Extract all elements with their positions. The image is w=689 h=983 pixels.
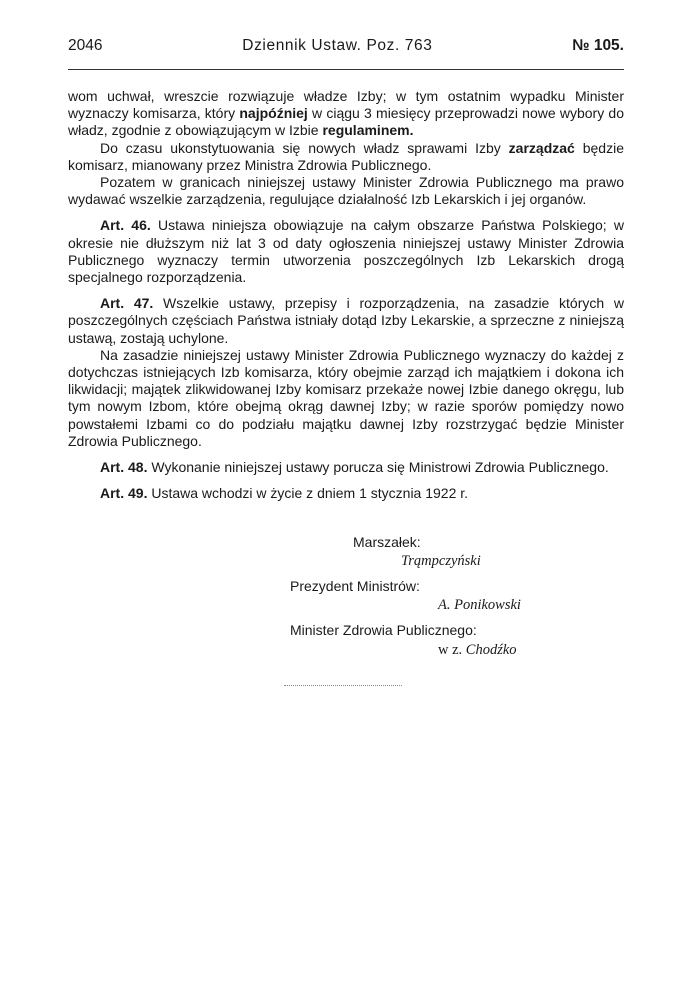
- paragraph-continuation: [68, 88, 624, 140]
- paragraph-commissioner: [68, 140, 624, 174]
- header-rule: [68, 69, 624, 70]
- article-label: Art. 49.: [100, 485, 148, 502]
- article-47: [68, 295, 624, 347]
- text-run: będzie komisarz, mianowany przez Ministra Zdrowia Publicznego.: [68, 139, 624, 173]
- text-run: regulaminem.: [322, 122, 414, 139]
- signature-name-marshal: Trąmpczyński: [401, 553, 481, 569]
- signature-name-health-minister: [438, 641, 517, 659]
- article-text: Wykonanie niniejszej ustawy porucza się Ministrowi Zdrowia Publicznego.: [147, 459, 609, 476]
- signature-role-prime-minister: Prezydent Ministrów:: [290, 578, 420, 594]
- text-run: Do czasu ukonstytuowania się nowych władz sprawami Izby: [100, 139, 509, 156]
- article-text: Wszelkie ustawy, przepisy i rozporządzenia, na zasadzie których w poszczególnych częściach Państwa istniały dotąd Izby Lekarskie, a sprzeczne z niniejszą ustawą, zostają uchylone.: [68, 295, 624, 346]
- article-label: Art. 46.: [100, 217, 151, 234]
- article-49: [68, 485, 624, 502]
- text-run: w ciągu 3 miesięcy przeprowadzi nowe wybory do władz, zgodnie z obowiązującym w Izbie: [68, 105, 624, 139]
- article-label: Art. 48.: [100, 459, 148, 476]
- article-text: Ustawa niniejsza obowiązuje na całym obszarze Państwa Polskiego; w okresie nie dłuższym niż lat 3 od daty ogłoszenia niniejszej ustawy Minister Zdrowia Publicznego wyznaczy termin utworzenia poszczególnych Izb Lekarskich drogą specjalnego rozporządzenia.: [68, 217, 624, 286]
- page-number: 2046: [68, 37, 103, 54]
- signature-name: Chodźko: [465, 642, 517, 658]
- signature-role-marshal: Marszałek:: [353, 534, 421, 550]
- text-run: zarządzać: [508, 139, 575, 156]
- end-separator: [284, 685, 402, 686]
- text-run: najpóźniej: [239, 105, 308, 122]
- article-46: [68, 217, 624, 286]
- journal-title: Dziennik Ustaw. Poz. 763: [242, 37, 433, 54]
- document-body: [68, 88, 624, 502]
- signature-role-health-minister: Minister Zdrowia Publicznego:: [290, 622, 477, 638]
- text-run: wom uchwał, wreszcie rozwiązuje władze Izby; w tym ostatnim wypadku Minister wyznaczy komisarza, który: [68, 88, 624, 122]
- article-label: Art. 47.: [100, 295, 154, 312]
- paragraph-ordinances: Pozatem w granicach niniejszej ustawy Minister Zdrowia Publicznego ma prawo wydawać wszelkie zarządzenia, regulujące działalność Izb Lekarskich i jej organów.: [68, 174, 624, 208]
- page-header: [68, 33, 624, 59]
- signature-name-prime-minister: A. Ponikowski: [438, 597, 521, 613]
- article-text: Ustawa wchodzi w życie z dniem 1 stycznia 1922 r.: [147, 485, 469, 502]
- article-48: [68, 459, 624, 476]
- issue-number: № 105.: [572, 37, 624, 54]
- signature-prefix: w z.: [438, 642, 466, 658]
- paragraph-liquidation: Na zasadzie niniejszej ustawy Minister Zdrowia Publicznego wyznaczy do każdej z dotychczas istniejących Izb komisarza, który obejmie zarząd ich majątkiem i dokona ich likwidacji; majątek zlikwidowanej Izby komisarz przekaże nowej Izbie danego okręgu, lub tym nowym Izbom, które obejmą okrąg dawnej Izby; w razie sporów pomiędzy nowo powstałemi Izbami co do podziału majątku dawnej Izby rozstrzygać będzie Minister Zdrowia Publicznego.: [68, 346, 624, 449]
